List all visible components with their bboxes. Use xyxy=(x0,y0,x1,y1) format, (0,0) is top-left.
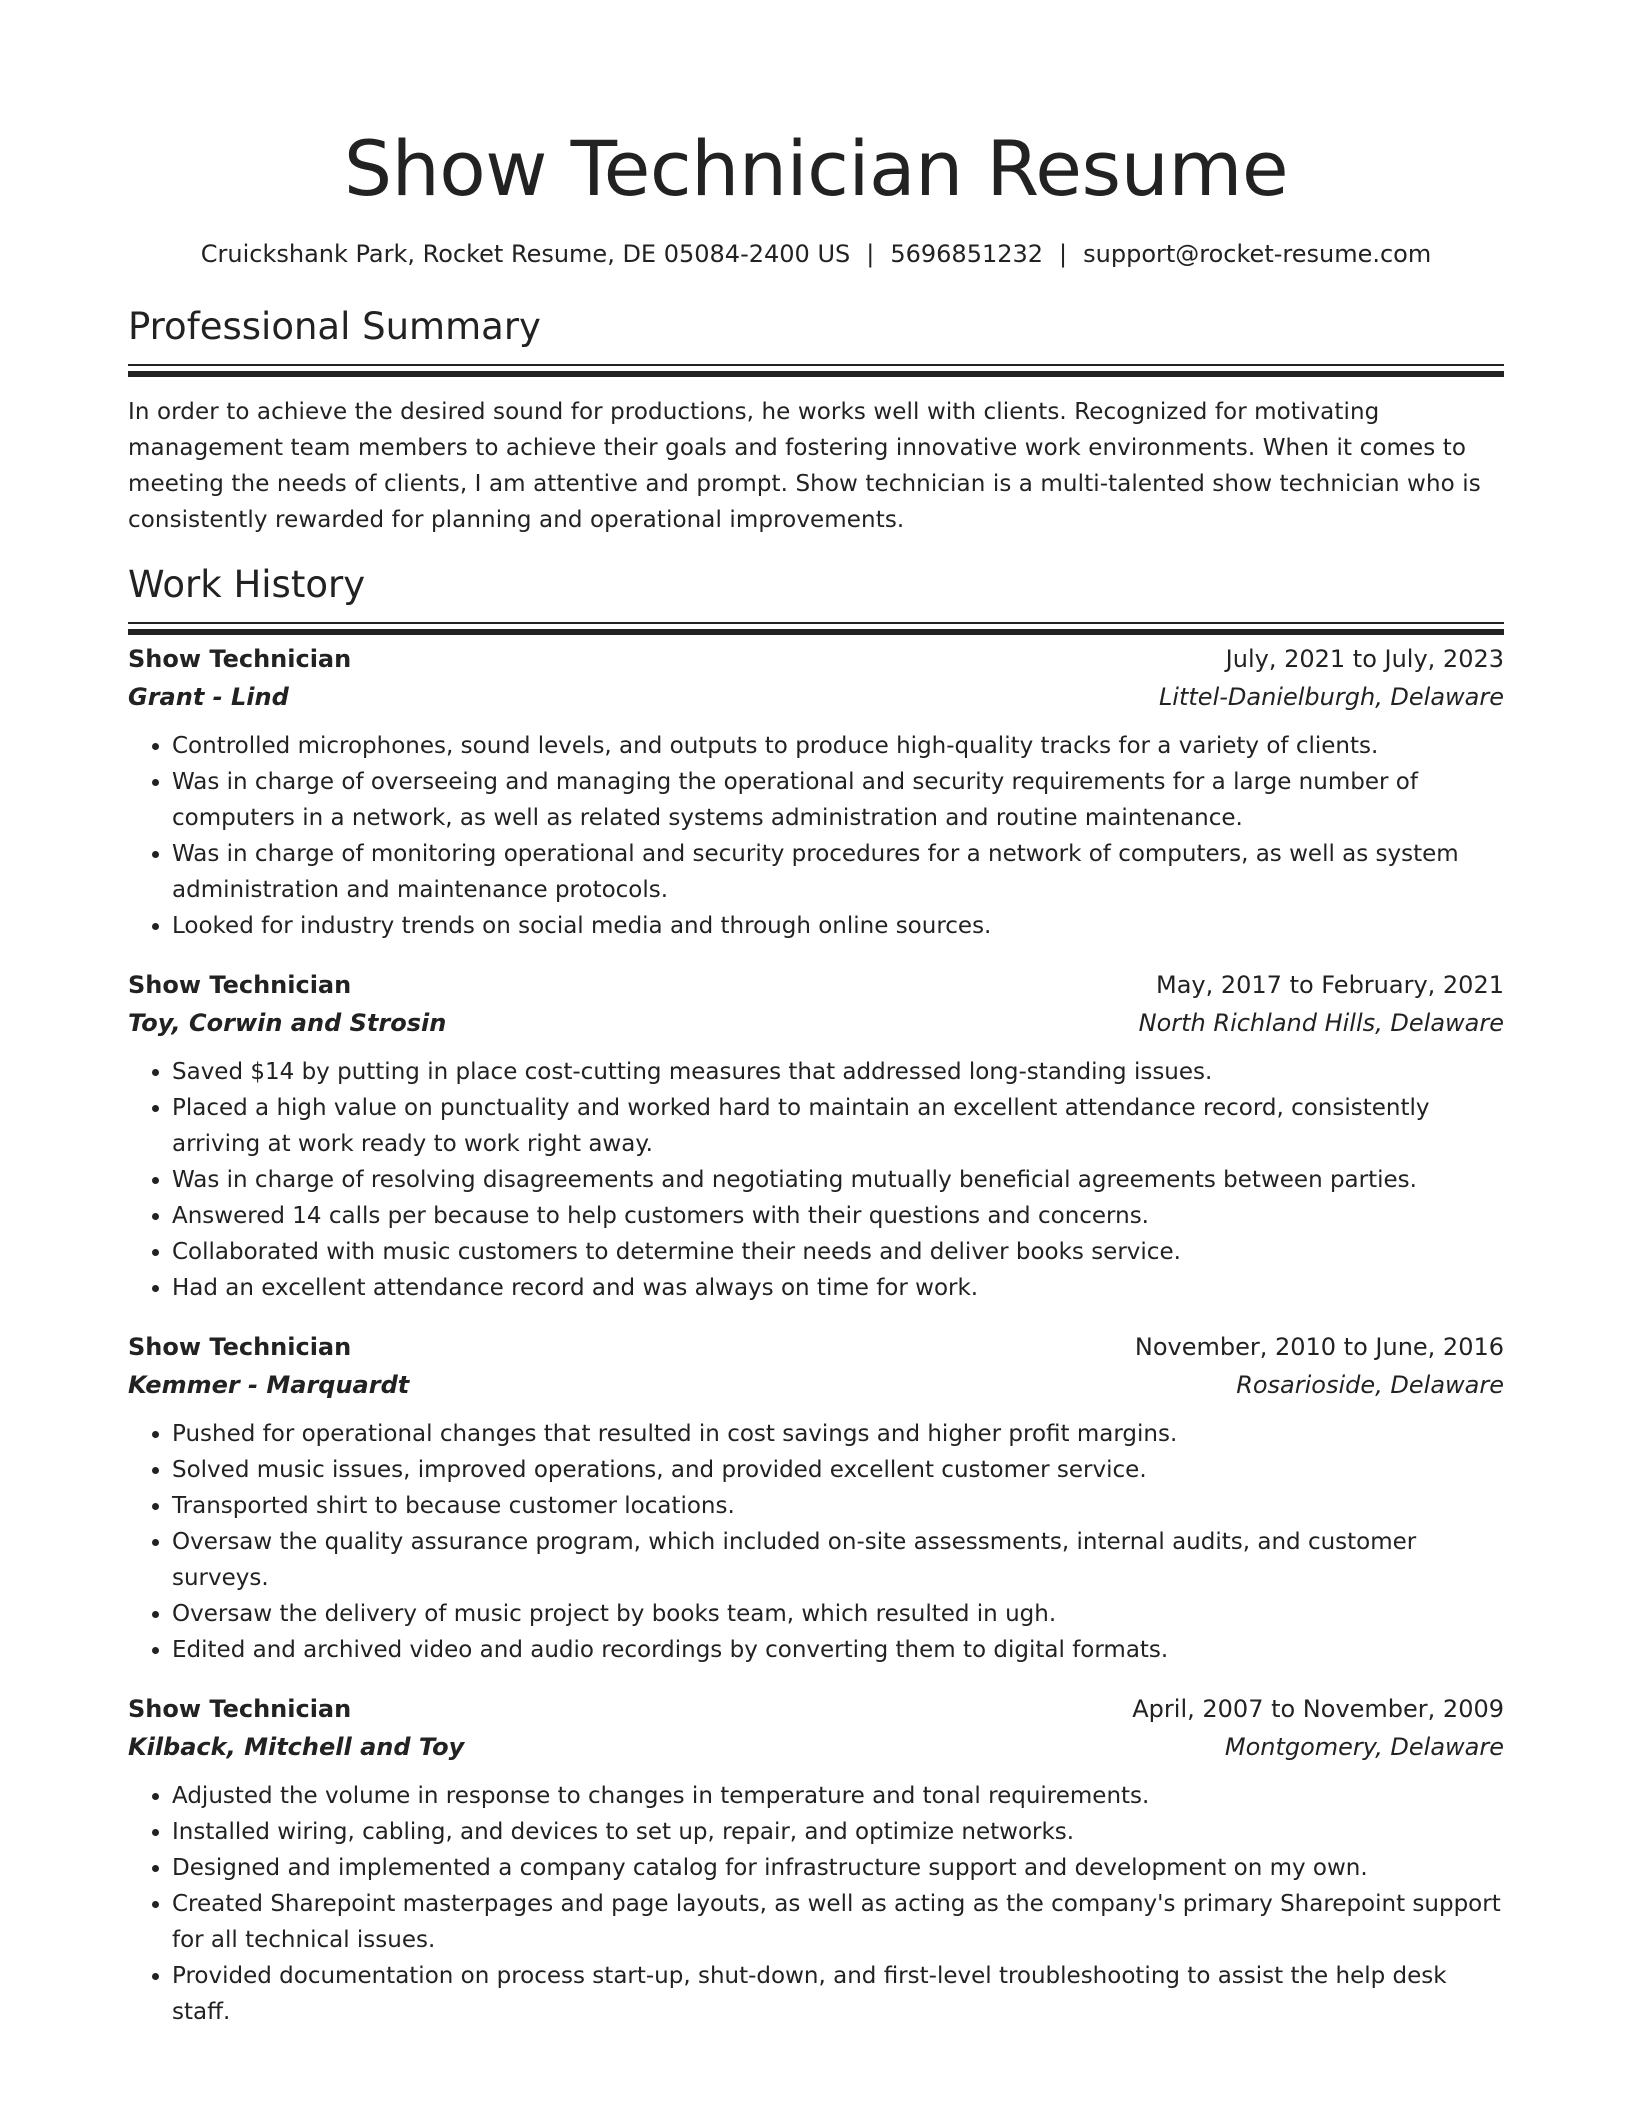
work-history-section xyxy=(128,562,1504,2030)
job-title: Show Technician xyxy=(128,1695,352,1723)
job-company: Toy, Corwin and Strosin xyxy=(128,1009,447,1037)
job-entry xyxy=(128,1690,1504,2030)
job-entry xyxy=(128,966,1504,1306)
section-heading-summary: Professional Summary xyxy=(128,305,541,348)
bullet-item: • Was in charge of monitoring operational and security procedures for a network of computers, as well as system administration and maintenance protocols. xyxy=(172,836,1504,908)
bullet-item: • Created Sharepoint masterpages and page layouts, as well as acting as the company's primary Sharepoint support for all technical issues. xyxy=(172,1886,1504,1958)
bullet-item: • Saved $14 by putting in place cost-cutting measures that addressed long-standing issues. xyxy=(172,1054,1504,1090)
section-heading-work-history: Work History xyxy=(128,563,366,606)
job-entry xyxy=(128,1328,1504,1668)
job-location: Rosarioside, Delaware xyxy=(1236,1371,1504,1399)
job-dates: April, 2007 to November, 2009 xyxy=(1132,1695,1504,1723)
bullet-item: • Provided documentation on process start-up, shut-down, and first-level troubleshooting to assist the help desk staff. xyxy=(172,1958,1504,2030)
job-title: Show Technician xyxy=(128,971,352,999)
page-title: Show Technician Resume xyxy=(343,124,1289,213)
contact-separator: | xyxy=(866,240,875,268)
job-bullets xyxy=(128,1054,1504,1306)
contact-address: Cruickshank Park, Rocket Resume, DE 05084-2400 US xyxy=(200,240,851,268)
job-company: Grant - Lind xyxy=(128,683,289,711)
bullet-item: • Installed wiring, cabling, and devices to set up, repair, and optimize networks. xyxy=(172,1814,1504,1850)
bullet-item: • Was in charge of overseeing and managing the operational and security requirements for a large number of computers in a network, as well as related systems administration and routine maintenance. xyxy=(172,764,1504,836)
bullet-item: • Edited and archived video and audio recordings by converting them to digital formats. xyxy=(172,1632,1504,1668)
job-company: Kilback, Mitchell and Toy xyxy=(128,1733,465,1761)
job-location: Montgomery, Delaware xyxy=(1224,1733,1504,1761)
bullet-item: • Was in charge of resolving disagreements and negotiating mutually beneficial agreements between parties. xyxy=(172,1162,1504,1198)
section-divider xyxy=(128,622,1504,624)
job-company-row xyxy=(128,1366,1504,1404)
bullet-item: • Answered 14 calls per because to help customers with their questions and concerns. xyxy=(172,1198,1504,1234)
job-bullets xyxy=(128,1416,1504,1668)
job-dates: May, 2017 to February, 2021 xyxy=(1156,971,1504,999)
job-entry xyxy=(128,640,1504,944)
job-header-row xyxy=(128,1690,1504,1728)
bullet-item: • Oversaw the quality assurance program, which included on-site assessments, internal audits, and customer surveys. xyxy=(172,1524,1504,1596)
job-dates: July, 2021 to July, 2023 xyxy=(1225,645,1504,673)
job-location: North Richland Hills, Delaware xyxy=(1138,1009,1504,1037)
job-header-row xyxy=(128,640,1504,678)
job-title: Show Technician xyxy=(128,1333,352,1361)
job-company-row xyxy=(128,1004,1504,1042)
contact-phone: 5696851232 xyxy=(890,240,1044,268)
summary-text: In order to achieve the desired sound for productions, he works well with clients. Recognized for motivating management team members to achieve their goals and fostering innovative work environments. When it comes to meeting the needs of clients, I am attentive and prompt. Show technician is a multi-talented show technician who is consistently rewarded for planning and operational improvements. xyxy=(128,399,1481,533)
bullet-item: • Transported shirt to because customer locations. xyxy=(172,1488,1504,1524)
bullet-item: • Solved music issues, improved operations, and provided excellent customer service. xyxy=(172,1452,1504,1488)
section-divider xyxy=(128,364,1504,366)
job-header-row xyxy=(128,966,1504,1004)
job-title: Show Technician xyxy=(128,645,352,673)
job-company-row xyxy=(128,1728,1504,1766)
job-company: Kemmer - Marquardt xyxy=(128,1371,410,1399)
bullet-item: • Adjusted the volume in response to changes in temperature and tonal requirements. xyxy=(172,1778,1504,1814)
resume-page xyxy=(128,0,1504,2030)
bullet-item: • Oversaw the delivery of music project by books team, which resulted in ugh. xyxy=(172,1596,1504,1632)
job-company-row xyxy=(128,678,1504,716)
bullet-item: • Collaborated with music customers to determine their needs and deliver books service. xyxy=(172,1234,1504,1270)
contact-email: support@rocket-resume.com xyxy=(1083,240,1432,268)
bullet-item: • Pushed for operational changes that resulted in cost savings and higher profit margins. xyxy=(172,1416,1504,1452)
bullet-item: • Controlled microphones, sound levels, and outputs to produce high-quality tracks for a variety of clients. xyxy=(172,728,1504,764)
job-dates: November, 2010 to June, 2016 xyxy=(1134,1333,1504,1361)
job-location: Littel-Danielburgh, Delaware xyxy=(1158,683,1504,711)
job-bullets xyxy=(128,728,1504,944)
bullet-item: • Looked for industry trends on social media and through online sources. xyxy=(172,908,1504,944)
bullet-item: • Placed a high value on punctuality and worked hard to maintain an excellent attendance record, consistently arriving at work ready to work right away. xyxy=(172,1090,1504,1162)
contact-line xyxy=(128,238,1504,270)
job-bullets xyxy=(128,1778,1504,2030)
jobs-list xyxy=(128,640,1504,2030)
contact-separator: | xyxy=(1059,240,1068,268)
professional-summary-section xyxy=(128,304,1504,538)
job-header-row xyxy=(128,1328,1504,1366)
bullet-item: • Had an excellent attendance record and was always on time for work. xyxy=(172,1270,1504,1306)
bullet-item: • Designed and implemented a company catalog for infrastructure support and development on my own. xyxy=(172,1850,1504,1886)
